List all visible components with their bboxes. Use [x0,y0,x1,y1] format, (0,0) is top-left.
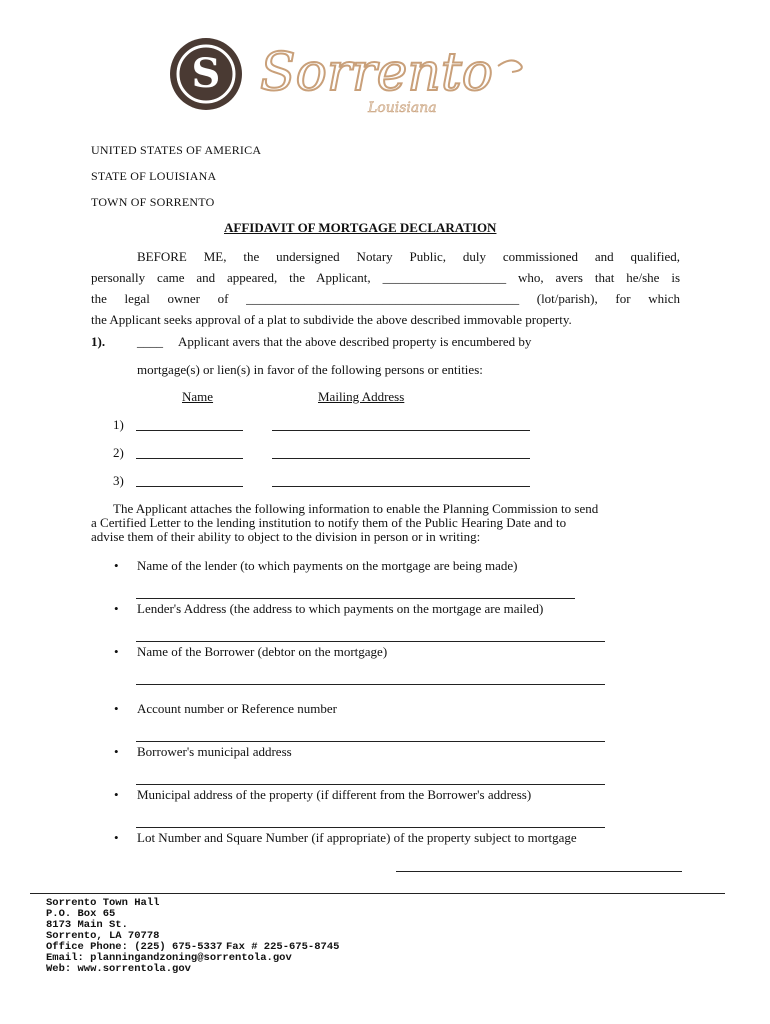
item-text: Applicant avers that the above described property is encumbered by [178,334,532,349]
svg-text:Louisiana: Louisiana [368,100,437,116]
document-title: AFFIDAVIT OF MORTGAGE DECLARATION [224,220,497,235]
bullet-account-number: Account number or Reference number [137,701,337,716]
intro-line-3: the legal owner of __________________________________________ (lot/parish), for which [91,291,680,306]
bullet-lender-name: Name of the lender (to which payments on the mortgage are being made) [137,558,518,573]
footer-fax: Fax # 225-675-8745 [226,941,340,953]
sorrento-logo [168,36,548,116]
header-country: UNITED STATES OF AMERICA [91,143,262,157]
borrower-name-field[interactable] [136,684,605,685]
attach-line-3: advise them of their ability to object to the division in person or in writing: [91,529,481,544]
row-label: 2) [113,445,124,460]
attach-line-2: a Certified Letter to the lending institution to notify them of the Public Hearing Date and to [91,515,567,530]
bullet-symbol: • [114,558,119,573]
name-field-2[interactable] [136,458,243,459]
lender-name-field[interactable] [136,598,575,599]
lender-address-field[interactable] [136,641,605,642]
name-field-1[interactable] [136,430,243,431]
footer-org: Sorrento Town Hall [46,897,160,909]
footer-web[interactable]: Web: www.sorrentola.gov [46,963,191,975]
footer-email[interactable]: Email: planningandzoning@sorrentola.gov [46,952,292,964]
footer-street: 8173 Main St. [46,919,128,931]
header-state: STATE OF LOUISIANA [91,169,217,183]
name-field-3[interactable] [136,486,243,487]
address-field-2[interactable] [272,458,530,459]
row-label: 3) [113,473,124,488]
account-number-field[interactable] [136,741,605,742]
svg-text:Sorrento: Sorrento [260,43,494,103]
footer-city: Sorrento, LA 70778 [46,930,160,942]
bullet-lot-number: Lot Number and Square Number (if appropriate) of the property subject to mortgage [137,830,577,845]
address-field-3[interactable] [272,486,530,487]
borrower-address-field[interactable] [136,784,605,785]
bullet-symbol: • [114,744,119,759]
footer-divider [30,893,725,894]
intro-line-1: BEFORE ME, the undersigned Notary Public, duly commissioned and qualified, [137,249,680,264]
intro-line-4: the Applicant seeks approval of a plat to subdivide the above described immovable property. [91,312,572,327]
column-header-name: Name [182,389,214,404]
row-label: 1) [113,417,124,432]
bullet-symbol: • [114,644,119,659]
address-field-1[interactable] [272,430,530,431]
item-text-2: mortgage(s) or lien(s) in favor of the following persons or entities: [137,362,483,377]
attach-line-1: The Applicant attaches the following information to enable the Planning Commission to send [113,501,599,516]
bullet-symbol: • [114,701,119,716]
bullet-symbol: • [114,830,119,845]
bullet-borrower-name: Name of the Borrower (debtor on the mortgage) [137,644,388,659]
bullet-borrower-address: Borrower's municipal address [137,744,292,759]
footer-po-box: P.O. Box 65 [46,908,116,920]
header-town: TOWN OF SORRENTO [91,195,215,209]
item-number: 1). [91,334,106,349]
bullet-property-address: Municipal address of the property (if different from the Borrower's address) [137,787,532,802]
item-check-blank[interactable]: ____ [137,334,163,349]
svg-text:S: S [191,50,221,97]
column-header-address: Mailing Address [318,389,405,404]
bullet-lender-address: Lender's Address (the address to which payments on the mortgage are mailed) [137,601,544,616]
intro-line-2: personally came and appeared, the Applicant, ___________________ who, avers that he/she is [91,270,680,285]
property-address-field[interactable] [136,827,605,828]
logo-graphic [168,36,548,116]
bullet-symbol: • [114,787,119,802]
bullet-symbol: • [114,601,119,616]
signature-rule [396,871,682,872]
footer-phone: Office Phone: (225) 675-5337 [46,941,223,953]
